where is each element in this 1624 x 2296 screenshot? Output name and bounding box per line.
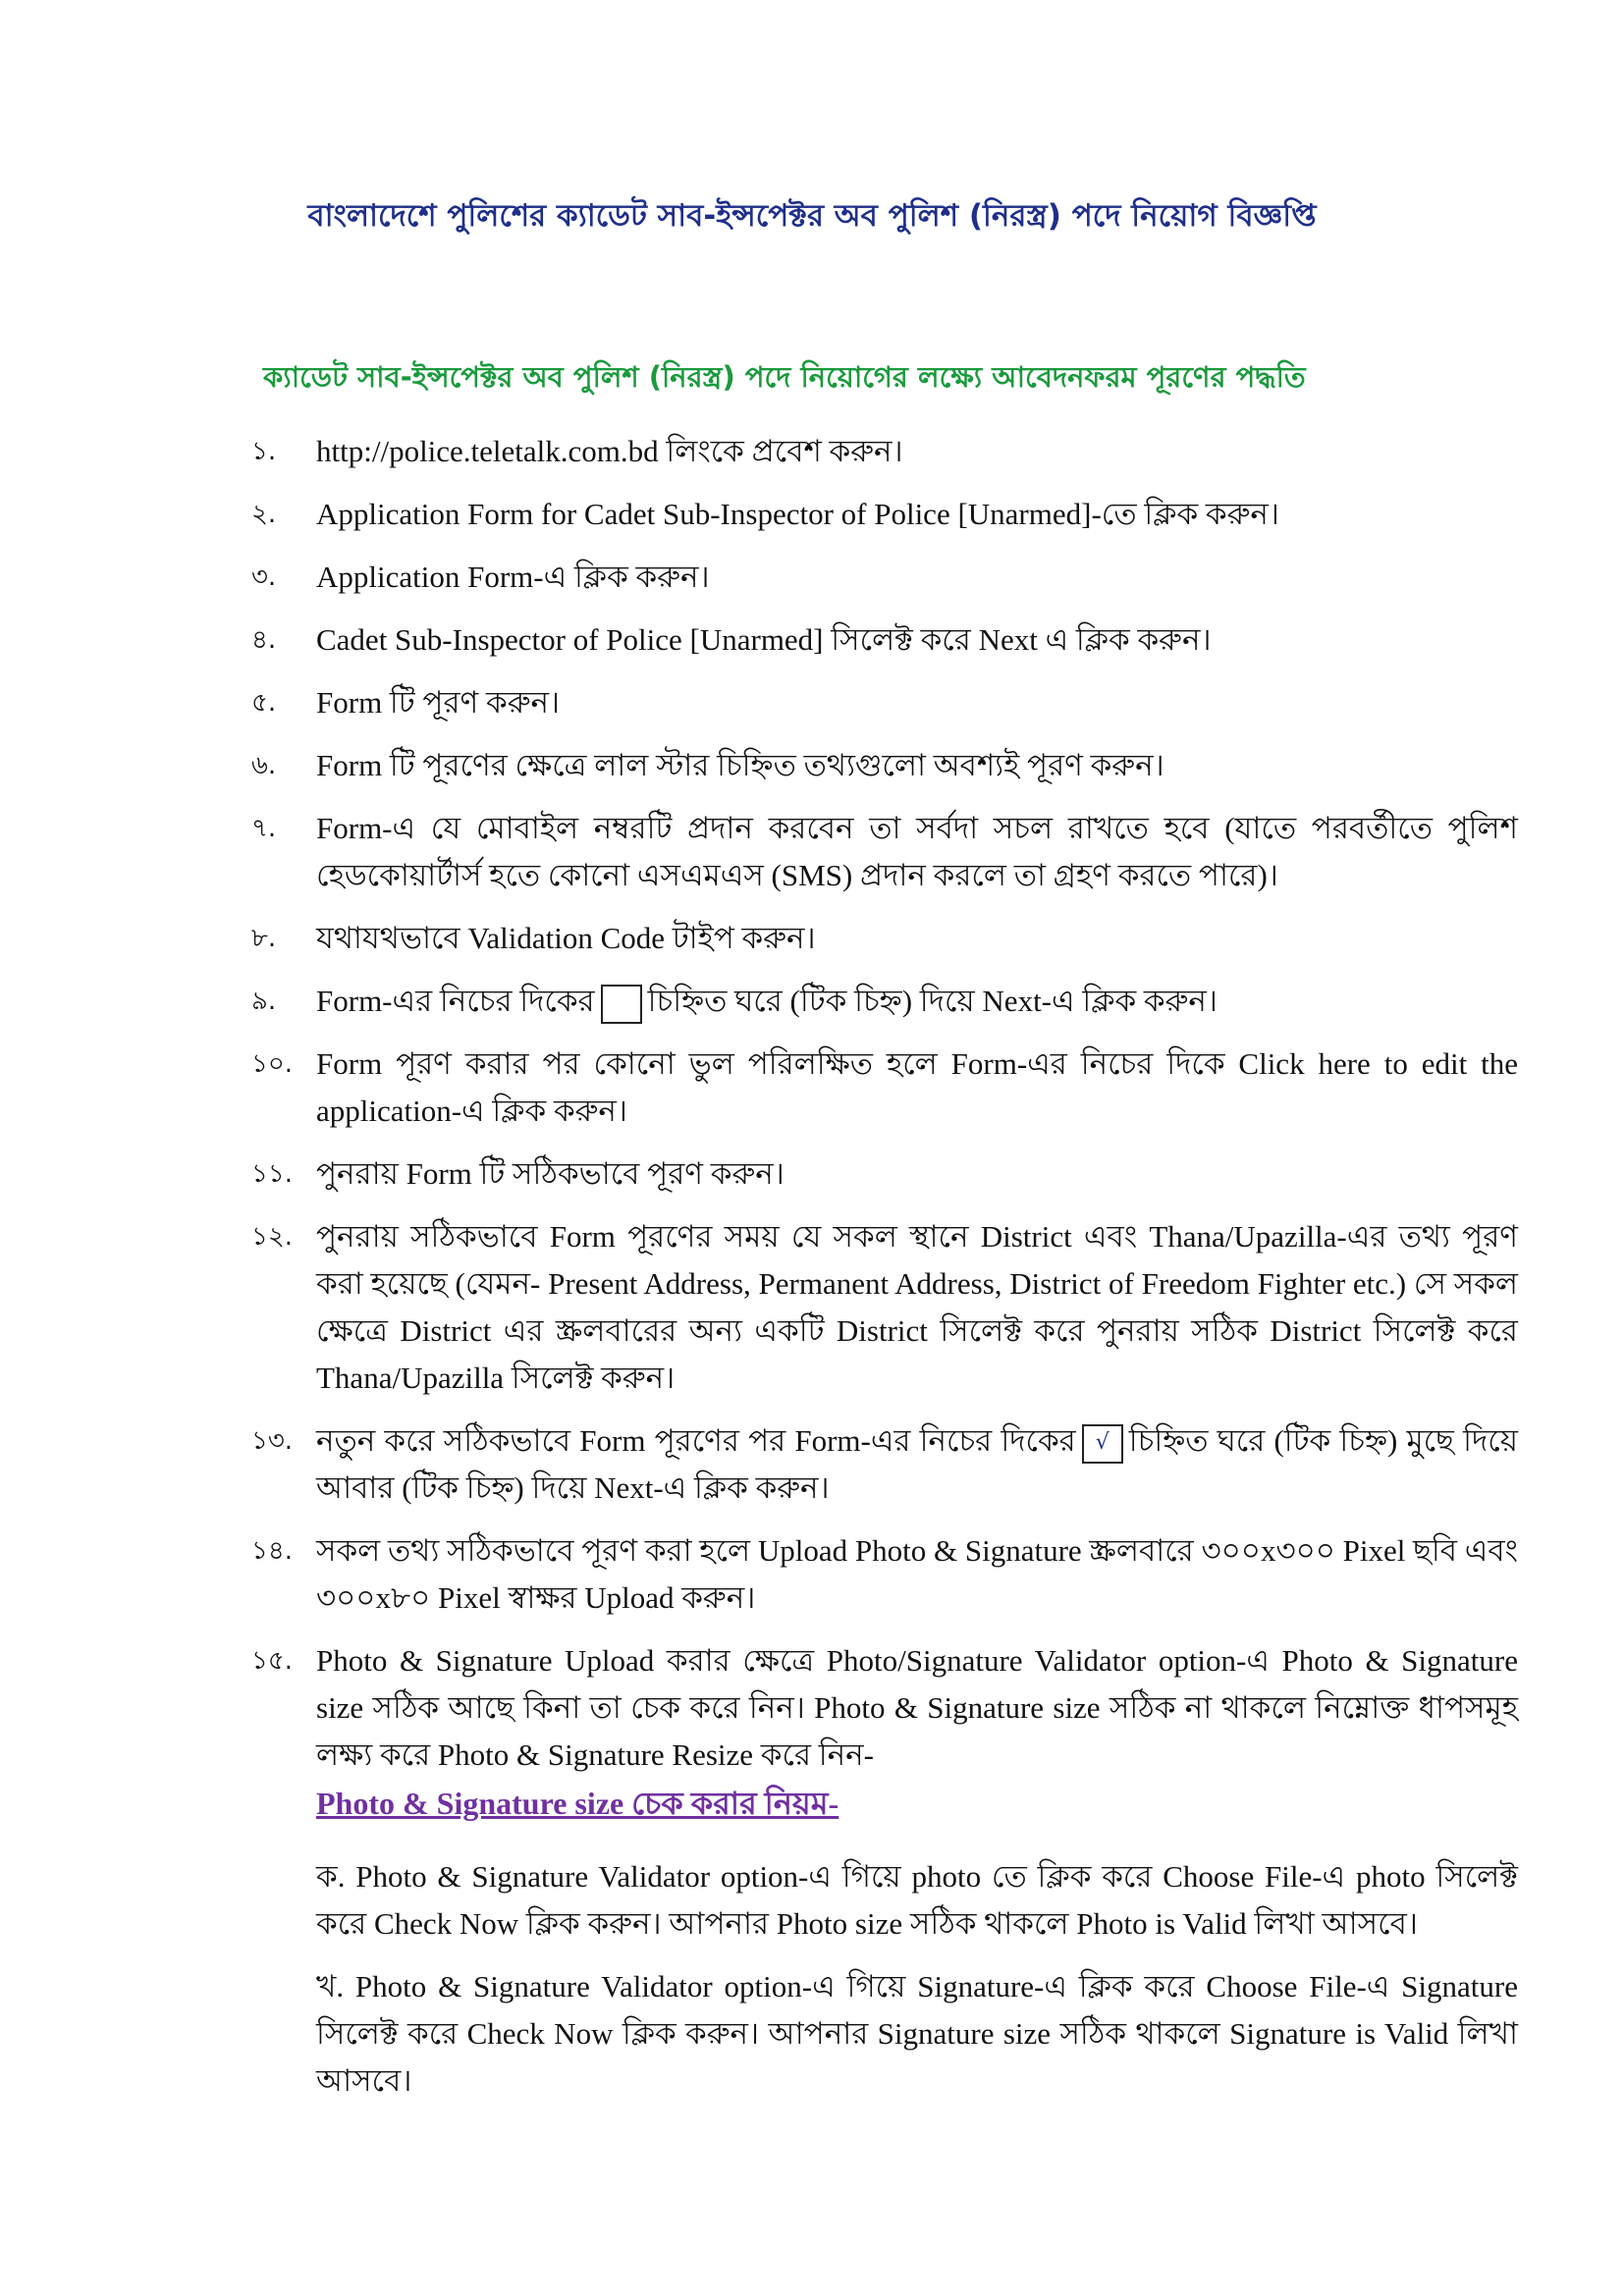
list-item <box>251 742 1518 789</box>
step-text: Form টি পূরণ করুন। <box>316 685 561 720</box>
checked-checkbox-icon: √ <box>1082 1424 1123 1464</box>
list-item <box>251 1417 1518 1512</box>
empty-checkbox-icon <box>601 985 642 1024</box>
step-text <box>316 1417 1518 1512</box>
list-item <box>251 554 1518 601</box>
step-number: ৪. <box>251 625 277 655</box>
steps-list <box>251 428 1518 1794</box>
step-number: ১৪. <box>251 1536 294 1566</box>
step-text: Form-এ যে মোবাইল নম্বরটি প্রদান করবেন তা সর্বদা সচল রাখতে হবে (যাতে পরবর্তীতে পুলিশ হেডকোয়ার্টার্স হতে কোনো এসএমএস (SMS) প্রদান করলে তা গ্রহণ করতে পারে)। <box>316 811 1518 892</box>
step-text: সকল তথ্য সঠিকভাবে পূরণ করা হলে Upload Photo & Signature স্ক্রলবারে ৩০০x৩০০ Pixel ছবি এবং ৩০০x৮০ Pixel স্বাক্ষর Upload করুন। <box>316 1533 1518 1615</box>
step-number: ১৩. <box>251 1426 294 1456</box>
list-item <box>251 1041 1518 1135</box>
step-number: ৯. <box>251 987 277 1016</box>
list-item <box>251 1637 1518 1779</box>
list-item <box>251 1150 1518 1198</box>
list-item <box>251 915 1518 962</box>
list-item <box>251 1527 1518 1622</box>
step-number: ১০. <box>251 1049 294 1079</box>
step-number: ৮. <box>251 924 277 953</box>
step-text: যথাযথভাবে Validation Code টাইপ করুন। <box>316 921 816 955</box>
step-text: পুনরায় সঠিকভাবে Form পূরণের সময় যে সকল স্থানে District এবং Thana/Upazilla-এর তথ্য পূরণ করা হয়েছে (যেমন- Present Address, Permanent Address, District of Freedom Fighter etc.) সে সকল ক্ষেত্রে District এর স্ক্রলবারের অন্য একটি District সিলেক্ট করে পুনরায় সঠিক District সিলেক্ট করে Thana/Upazilla সিলেক্ট করুন। <box>316 1219 1518 1395</box>
step-text: Application Form-এ ক্লিক করুন। <box>316 560 710 594</box>
page-title: বাংলাদেশে পুলিশের ক্যাডেট সাব-ইন্সপেক্টর অব পুলিশ (নিরস্ত্র) পদে নিয়োগ বিজ্ঞপ্তি <box>307 198 1317 234</box>
step-number: ১৫. <box>251 1646 294 1676</box>
step-number: ১. <box>251 437 277 466</box>
list-item <box>251 616 1518 664</box>
step-text <box>316 978 1518 1025</box>
list-item <box>251 978 1518 1025</box>
step-text-after: চিহ্নিত ঘরে (টিক চিহ্ন) মুছে দিয়ে আবার (টিক চিহ্ন) দিয়ে Next-এ ক্লিক করুন। <box>316 1423 1518 1505</box>
step-number: ৬. <box>251 751 277 780</box>
sub-paragraph-kha: খ. Photo & Signature Validator option-এ গিয়ে Signature-এ ক্লিক করে Choose File-এ Signature সিলেক্ট করে Check Now ক্লিক করুন। আপনার Signature size সঠিক থাকলে Signature is Valid লিখা আসবে। <box>316 1969 1518 2098</box>
step-text: Application Form for Cadet Sub-Inspector of Police [Unarmed]-তে ক্লিক করুন। <box>316 497 1279 531</box>
step-number: ১১. <box>251 1159 294 1189</box>
step-text: পুনরায় Form টি সঠিকভাবে পূরণ করুন। <box>316 1156 785 1191</box>
step-text: Photo & Signature Upload করার ক্ষেত্রে Photo/Signature Validator option-এ Photo & Signature size সঠিক আছে কিনা তা চেক করে নিন। Photo & Signature size সঠিক না থাকলে নিম্নোক্ত ধাপসমূহ লক্ষ্য করে Photo & Signature Resize করে নিন- <box>316 1643 1518 1772</box>
step-number: ২. <box>251 500 277 529</box>
step-number: ৭. <box>251 814 277 843</box>
section-subtitle: ক্যাডেট সাব-ইন্সপেক্টর অব পুলিশ (নিরস্ত্র) পদে নিয়োগের লক্ষ্যে আবেদনফরম পূরণের পদ্ধতি <box>263 360 1306 394</box>
step-number: ১২. <box>251 1222 294 1252</box>
list-item <box>251 805 1518 899</box>
step-number: ৩. <box>251 562 277 592</box>
step-text: Form টি পূরণের ক্ষেত্রে লাল স্টার চিহ্নিত তথ্যগুলো অবশ্যই পূরণ করুন। <box>316 748 1164 782</box>
step-text-after: চিহ্নিত ঘরে (টিক চিহ্ন) দিয়ে Next-এ ক্লিক করুন। <box>647 984 1218 1018</box>
step-text: http://police.teletalk.com.bd লিংকে প্রবেশ করুন। <box>316 434 903 468</box>
sub-heading: Photo & Signature size চেক করার নিয়ম- <box>316 1786 839 1821</box>
step-text-before: নতুন করে সঠিকভাবে Form পূরণের পর Form-এর নিচের দিকের <box>316 1423 1076 1458</box>
list-item <box>251 679 1518 726</box>
sub-paragraph-ka: ক. Photo & Signature Validator option-এ গিয়ে photo তে ক্লিক করে Choose File-এ photo সিলেক্ট করে Check Now ক্লিক করুন। আপনার Photo size সঠিক থাকলে Photo is Valid লিখা আসবে। <box>316 1859 1518 1941</box>
list-item <box>251 1213 1518 1402</box>
list-item <box>251 491 1518 538</box>
step-number: ৫. <box>251 688 277 718</box>
step-text-before: Form-এর নিচের দিকের <box>316 984 595 1018</box>
step-text: Form পূরণ করার পর কোনো ভুল পরিলক্ষিত হলে Form-এর নিচের দিকে Click here to edit the application-এ ক্লিক করুন। <box>316 1046 1518 1128</box>
list-item <box>251 428 1518 475</box>
step-text: Cadet Sub-Inspector of Police [Unarmed] সিলেক্ট করে Next এ ক্লিক করুন। <box>316 622 1212 657</box>
